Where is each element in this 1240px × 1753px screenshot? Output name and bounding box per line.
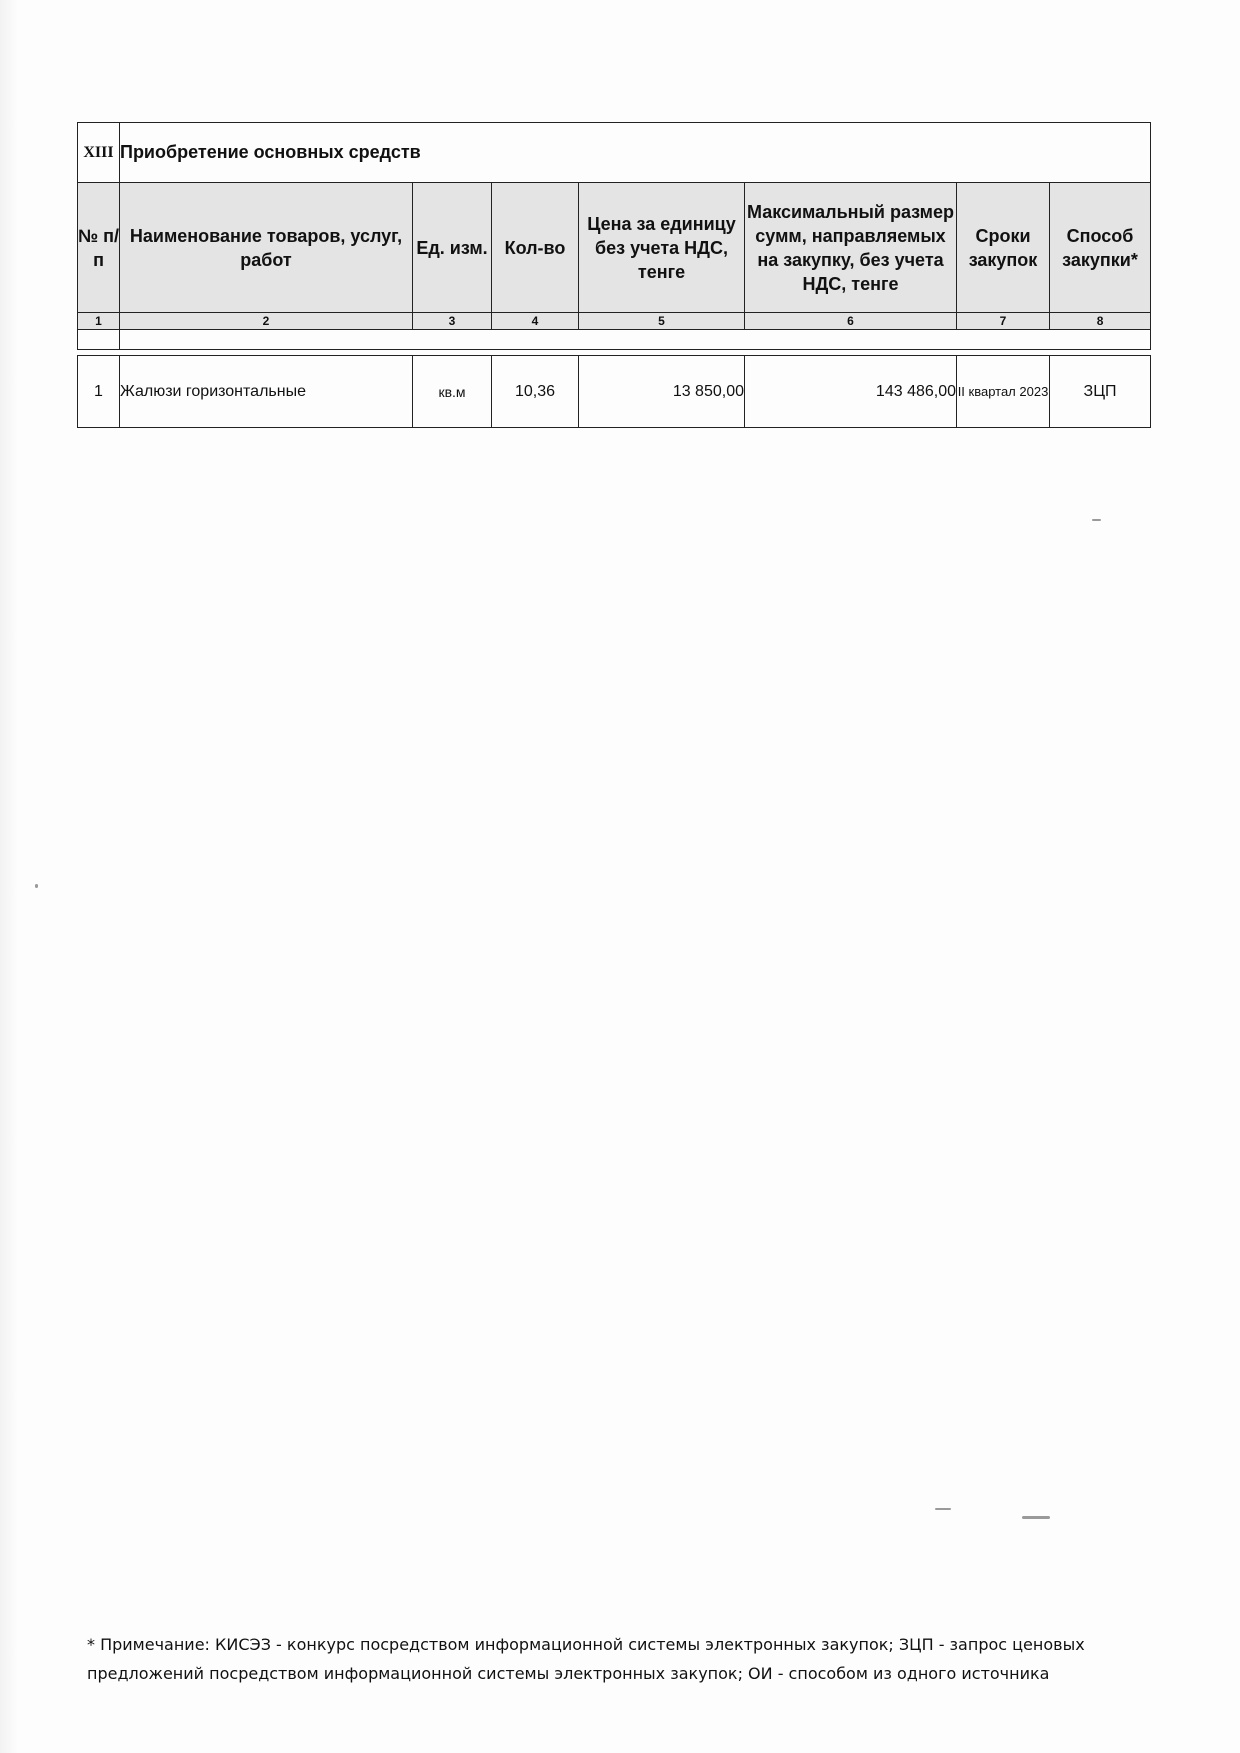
header-name: Наименование товаров, услуг, работ <box>120 183 413 313</box>
header-method: Способ закупки* <box>1050 183 1151 313</box>
scan-mark <box>935 1508 951 1510</box>
header-term: Сроки закупок <box>957 183 1050 313</box>
procurement-table <box>77 122 1151 428</box>
scan-mark <box>1022 1516 1050 1519</box>
header-row <box>78 183 1151 313</box>
scan-mark <box>1092 519 1101 521</box>
item-max-amount: 143 486,00 <box>745 356 957 428</box>
blank-cell <box>78 330 120 350</box>
column-number: 3 <box>413 313 492 330</box>
header-no: № п/п <box>78 183 120 313</box>
scan-mark <box>35 884 38 888</box>
blank-row <box>78 330 1151 350</box>
column-number: 2 <box>120 313 413 330</box>
footnote: * Примечание: КИСЭЗ - конкурс посредством информационной системы электронных закупок; ЗЦП - запрос ценовых предложений посредством информационной системы электронных закупок; ОИ - способом из одного источника <box>87 1635 1085 1683</box>
item-name: Жалюзи горизонтальные <box>120 356 413 428</box>
column-number: 6 <box>745 313 957 330</box>
section-row <box>78 123 1151 183</box>
table-row <box>78 356 1151 428</box>
column-number: 4 <box>492 313 579 330</box>
item-term: II квартал 2023 <box>957 356 1050 428</box>
item-price: 13 850,00 <box>579 356 745 428</box>
column-number: 8 <box>1050 313 1151 330</box>
section-title: Приобретение основных средств <box>120 123 1151 183</box>
column-number: 7 <box>957 313 1050 330</box>
blank-cell <box>120 330 1151 350</box>
item-quantity: 10,36 <box>492 356 579 428</box>
item-unit: кв.м <box>413 356 492 428</box>
column-number-row <box>78 313 1151 330</box>
item-method: ЗЦП <box>1050 356 1151 428</box>
header-max-amount: Максимальный размер сумм, направляемых на закупку, без учета НДС, тенге <box>745 183 957 313</box>
header-qty: Кол-во <box>492 183 579 313</box>
column-number: 5 <box>579 313 745 330</box>
section-number: XIII <box>78 123 120 183</box>
header-price: Цена за единицу без учета НДС, тенге <box>579 183 745 313</box>
column-number: 1 <box>78 313 120 330</box>
header-unit: Ед. изм. <box>413 183 492 313</box>
row-number: 1 <box>78 356 120 428</box>
page-edge <box>0 0 18 1753</box>
